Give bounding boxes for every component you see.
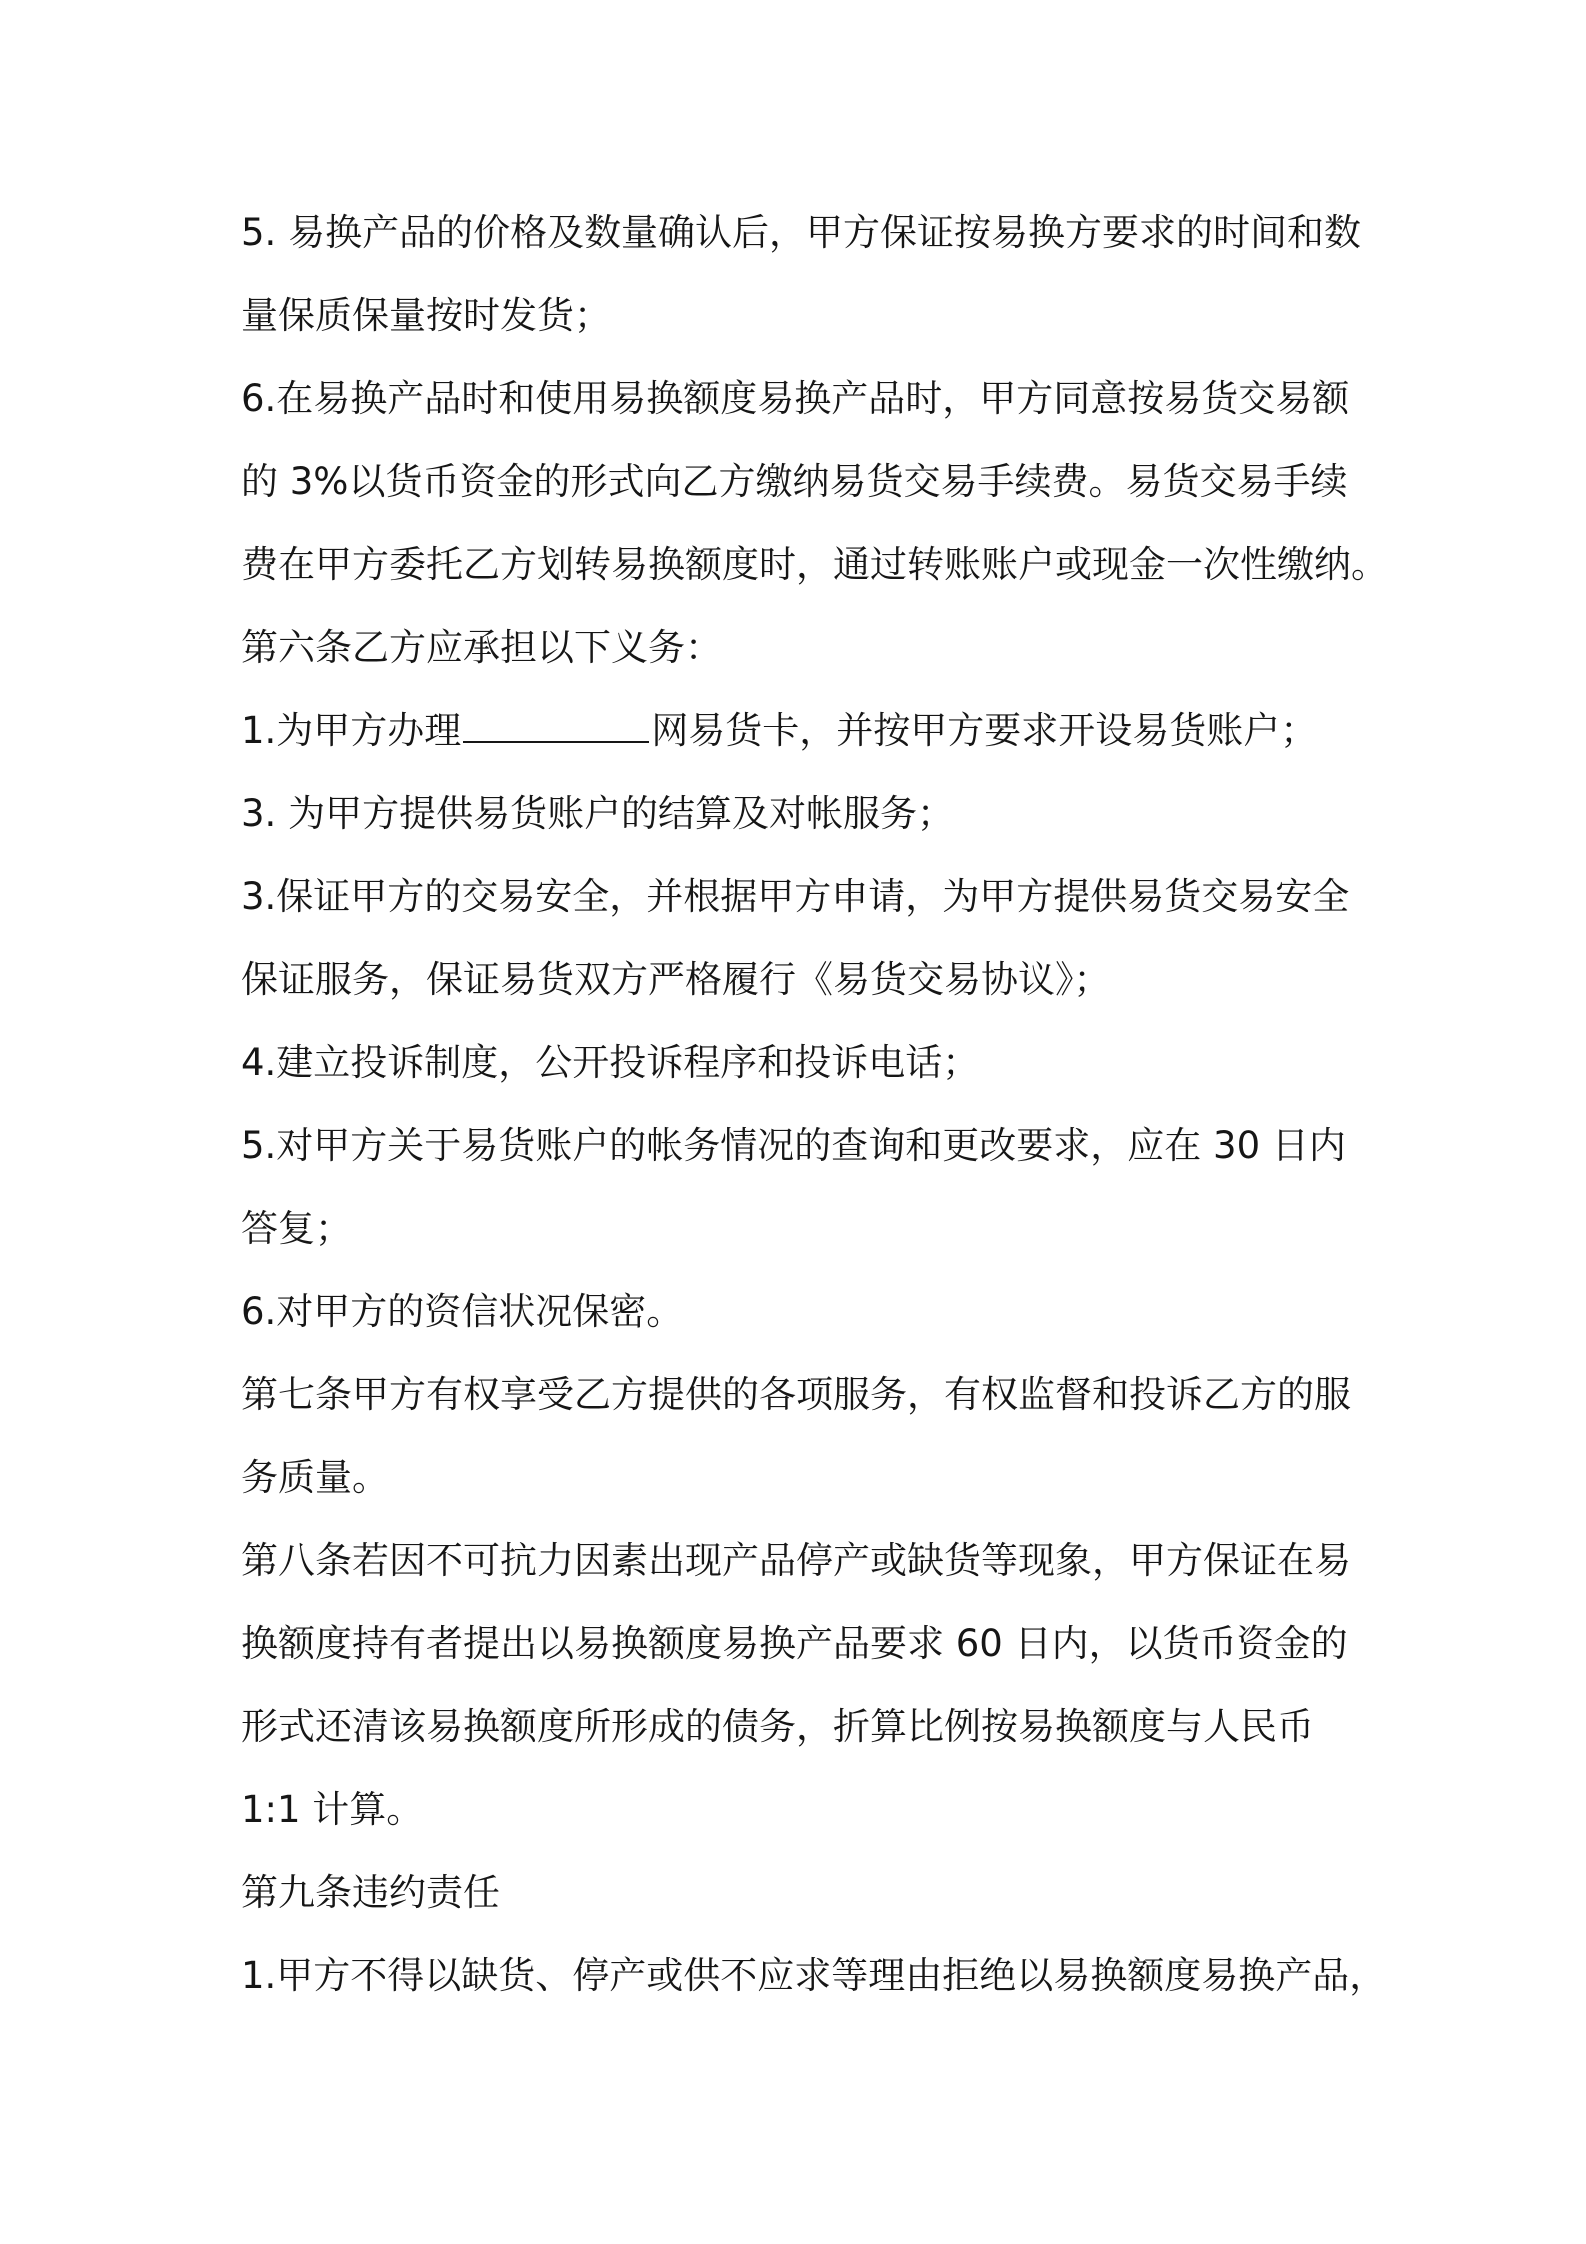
text-after-blank: 网易货卡，并按甲方要求开设易货账户； — [651, 709, 1318, 752]
paragraph-line: 答复； — [241, 1207, 352, 1250]
paragraph-line: 4.建立投诉制度，公开投诉程序和投诉电话； — [241, 1041, 980, 1084]
text-before-blank: 1.为甲方办理 — [241, 709, 462, 752]
section-heading: 第九条违约责任 — [241, 1871, 500, 1914]
paragraph-line: 形式还清该易换额度所形成的债务，折算比例按易换额度与人民币 — [241, 1705, 1314, 1748]
paragraph-line: 3. 为甲方提供易货账户的结算及对帐服务； — [241, 792, 955, 835]
paragraph-line: 1:1 计算。 — [241, 1788, 424, 1831]
paragraph-line-with-blank — [241, 689, 1361, 772]
paragraph-line: 保证服务，保证易货双方严格履行《易货交易协议》； — [241, 958, 1111, 1001]
fill-in-blank — [463, 715, 649, 743]
paragraph-line: 第七条甲方有权享受乙方提供的各项服务，有权监督和投诉乙方的服 — [241, 1373, 1351, 1416]
paragraph-line: 6.在易换产品时和使用易换额度易换产品时，甲方同意按易货交易额 — [241, 377, 1350, 420]
paragraph-line: 换额度持有者提出以易换额度易换产品要求 60 日内，以货币资金的 — [241, 1622, 1348, 1665]
paragraph-line: 量保质保量按时发货； — [241, 294, 611, 337]
paragraph-line: 1.甲方不得以缺货、停产或供不应求等理由拒绝以易换额度易换产品， — [241, 1954, 1387, 1997]
paragraph-line: 费在甲方委托乙方划转易换额度时，通过转账账户或现金一次性缴纳。 — [241, 543, 1388, 586]
paragraph-line: 5.对甲方关于易货账户的帐务情况的查询和更改要求，应在 30 日内 — [241, 1124, 1346, 1167]
paragraph-line: 3.保证甲方的交易安全，并根据甲方申请，为甲方提供易货交易安全 — [241, 875, 1350, 918]
document-body — [241, 191, 1388, 2017]
paragraph-line: 的 3%以货币资金的形式向乙方缴纳易货交易手续费。易货交易手续 — [241, 460, 1348, 503]
paragraph-line: 5. 易换产品的价格及数量确认后，甲方保证按易换方要求的时间和数 — [241, 211, 1362, 254]
section-heading: 第六条乙方应承担以下义务： — [241, 626, 722, 669]
paragraph-line: 6.对甲方的资信状况保密。 — [241, 1290, 684, 1333]
paragraph-line: 第八条若因不可抗力因素出现产品停产或缺货等现象，甲方保证在易 — [241, 1539, 1351, 1582]
paragraph-line: 务质量。 — [241, 1456, 389, 1499]
